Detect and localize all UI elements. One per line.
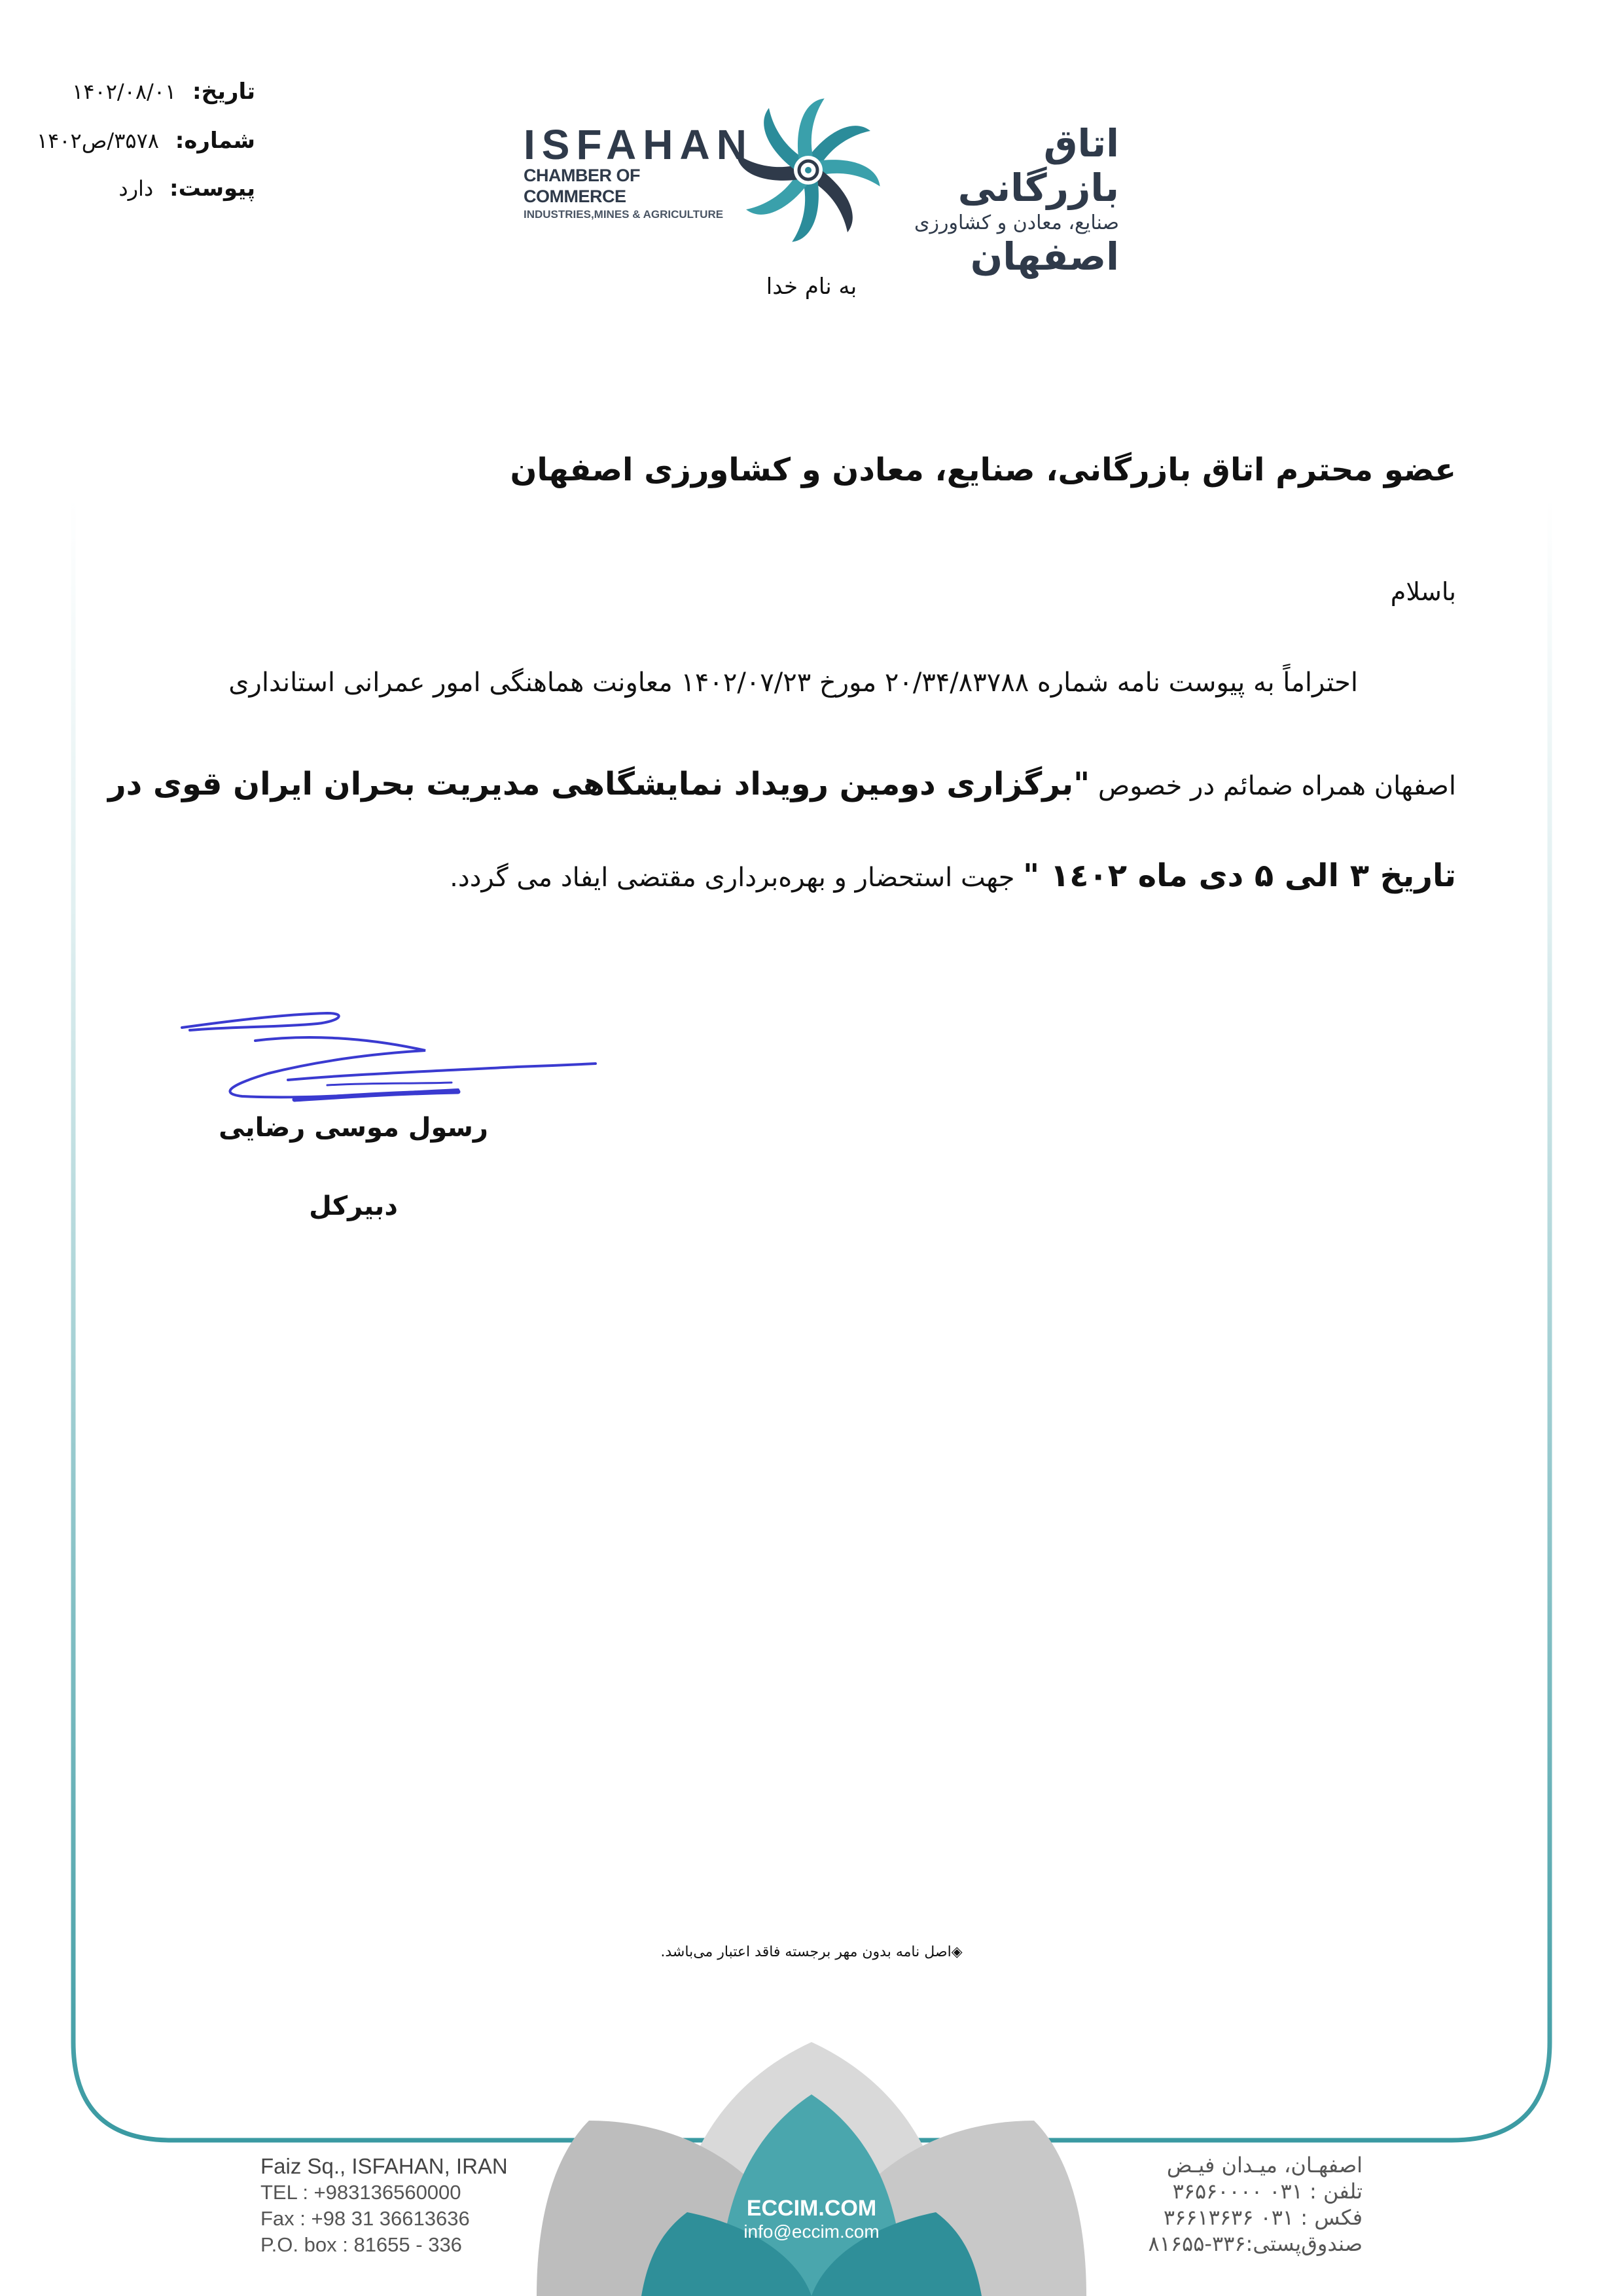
logo-persian: [883, 121, 1119, 277]
greeting: باسلام: [1390, 577, 1456, 606]
diamond-bullet-icon: ◈: [951, 1944, 963, 1960]
meta-number-label: شماره:: [175, 128, 255, 154]
logo-en-line2: CHAMBER OF COMMERCE: [524, 166, 640, 206]
logo-english: [524, 121, 753, 223]
logo-fa-line3: اصفهان: [970, 234, 1119, 279]
basmala: به نام خدا: [766, 274, 857, 300]
paragraph-line-1: احتراماً به پیوست نامه شماره ۲۰/۳۴/۸۳۷۸۸ مورخ ۱۴۰۲/۰۷/۲۳ معاونت هماهنگی امور عمرانی استانداری: [228, 668, 1358, 698]
recipient-line: عضو محترم اتاق بازرگانی، صنایع، معادن و کشاورزی اصفهان: [510, 452, 1456, 488]
handwritten-signature: [177, 1001, 602, 1113]
footer-website: [733, 2196, 890, 2243]
paragraph-line-3: [450, 857, 1456, 894]
meta-attachment-value: دارد: [118, 176, 154, 201]
meta-attachment-label: پیوست:: [169, 175, 255, 202]
footer-en-tel: TEL : +983136560000: [260, 2181, 461, 2204]
logo-fa-line2: صنایع، معادن و کشاورزی: [914, 211, 1119, 234]
meta-number: [37, 128, 255, 154]
meta-number-value: ۳۵۷۸/ص۱۴۰۲: [36, 128, 159, 153]
logo-en-line1: ISFAHAN: [524, 121, 753, 168]
paragraph-line-3-bold: تاریخ ۳ الی ۵ دی ماه ۱٤۰۲ ": [1023, 857, 1456, 894]
footer-fa-address: اصفهـان، میـدان فیـض: [1166, 2153, 1363, 2178]
footer-fa-tel: تلفن : ۰۳۱ ۳۶۵۶۰۰۰۰: [1172, 2179, 1363, 2204]
footer-en-pobox: P.O. box : 81655 - 336: [260, 2233, 462, 2256]
footer-contact-persian: [1148, 2152, 1363, 2257]
stamp-note-text: اصل نامه بدون مهر برجسته فاقد اعتبار می‌باشد.: [660, 1944, 952, 1960]
footer-en-fax: Fax : +98 31 36613636: [260, 2207, 470, 2230]
footer-fa-fax: فکس : ۰۳۱ ۳۶۶۱۳۶۳۶: [1163, 2205, 1363, 2230]
meta-date: [72, 79, 255, 105]
meta-attachment: [118, 175, 255, 202]
paragraph-line-2: [108, 766, 1456, 802]
signer-title: دبیرکل: [309, 1191, 398, 1221]
footer-site-link[interactable]: ECCIM.COM: [746, 2196, 877, 2221]
logo-fa-line1: اتاق بازرگانی: [957, 121, 1119, 210]
paragraph-line-2-plain: اصفهان همراه ضمائم در خصوص: [1090, 771, 1456, 801]
footer-fa-pobox: صندوق‌پستی:۳۳۶-۸۱۶۵۵: [1148, 2231, 1363, 2256]
footer-contact-english: [260, 2153, 508, 2258]
chamber-logo-icon: [736, 98, 880, 242]
meta-date-value: ۱۴۰۲/۰۸/۰۱: [72, 79, 177, 104]
footer-en-address: Faiz Sq., ISFAHAN, IRAN: [260, 2154, 508, 2178]
paragraph-line-3-plain: جهت استحضار و بهره‌برداری مقتضی ایفاد می گردد.: [450, 863, 1024, 893]
footer-email-link[interactable]: info@eccim.com: [743, 2221, 880, 2242]
meta-date-label: تاریخ:: [192, 79, 255, 105]
signer-name: رسول موسی رضایی: [219, 1113, 488, 1143]
logo-en-line3: INDUSTRIES,MINES & AGRICULTURE: [524, 208, 724, 221]
paragraph-line-2-bold: "برگزاری دومین رویداد نمایشگاهی مدیریت بحران ایران قوی در: [107, 766, 1090, 802]
stamp-validity-note: [641, 1944, 982, 1960]
